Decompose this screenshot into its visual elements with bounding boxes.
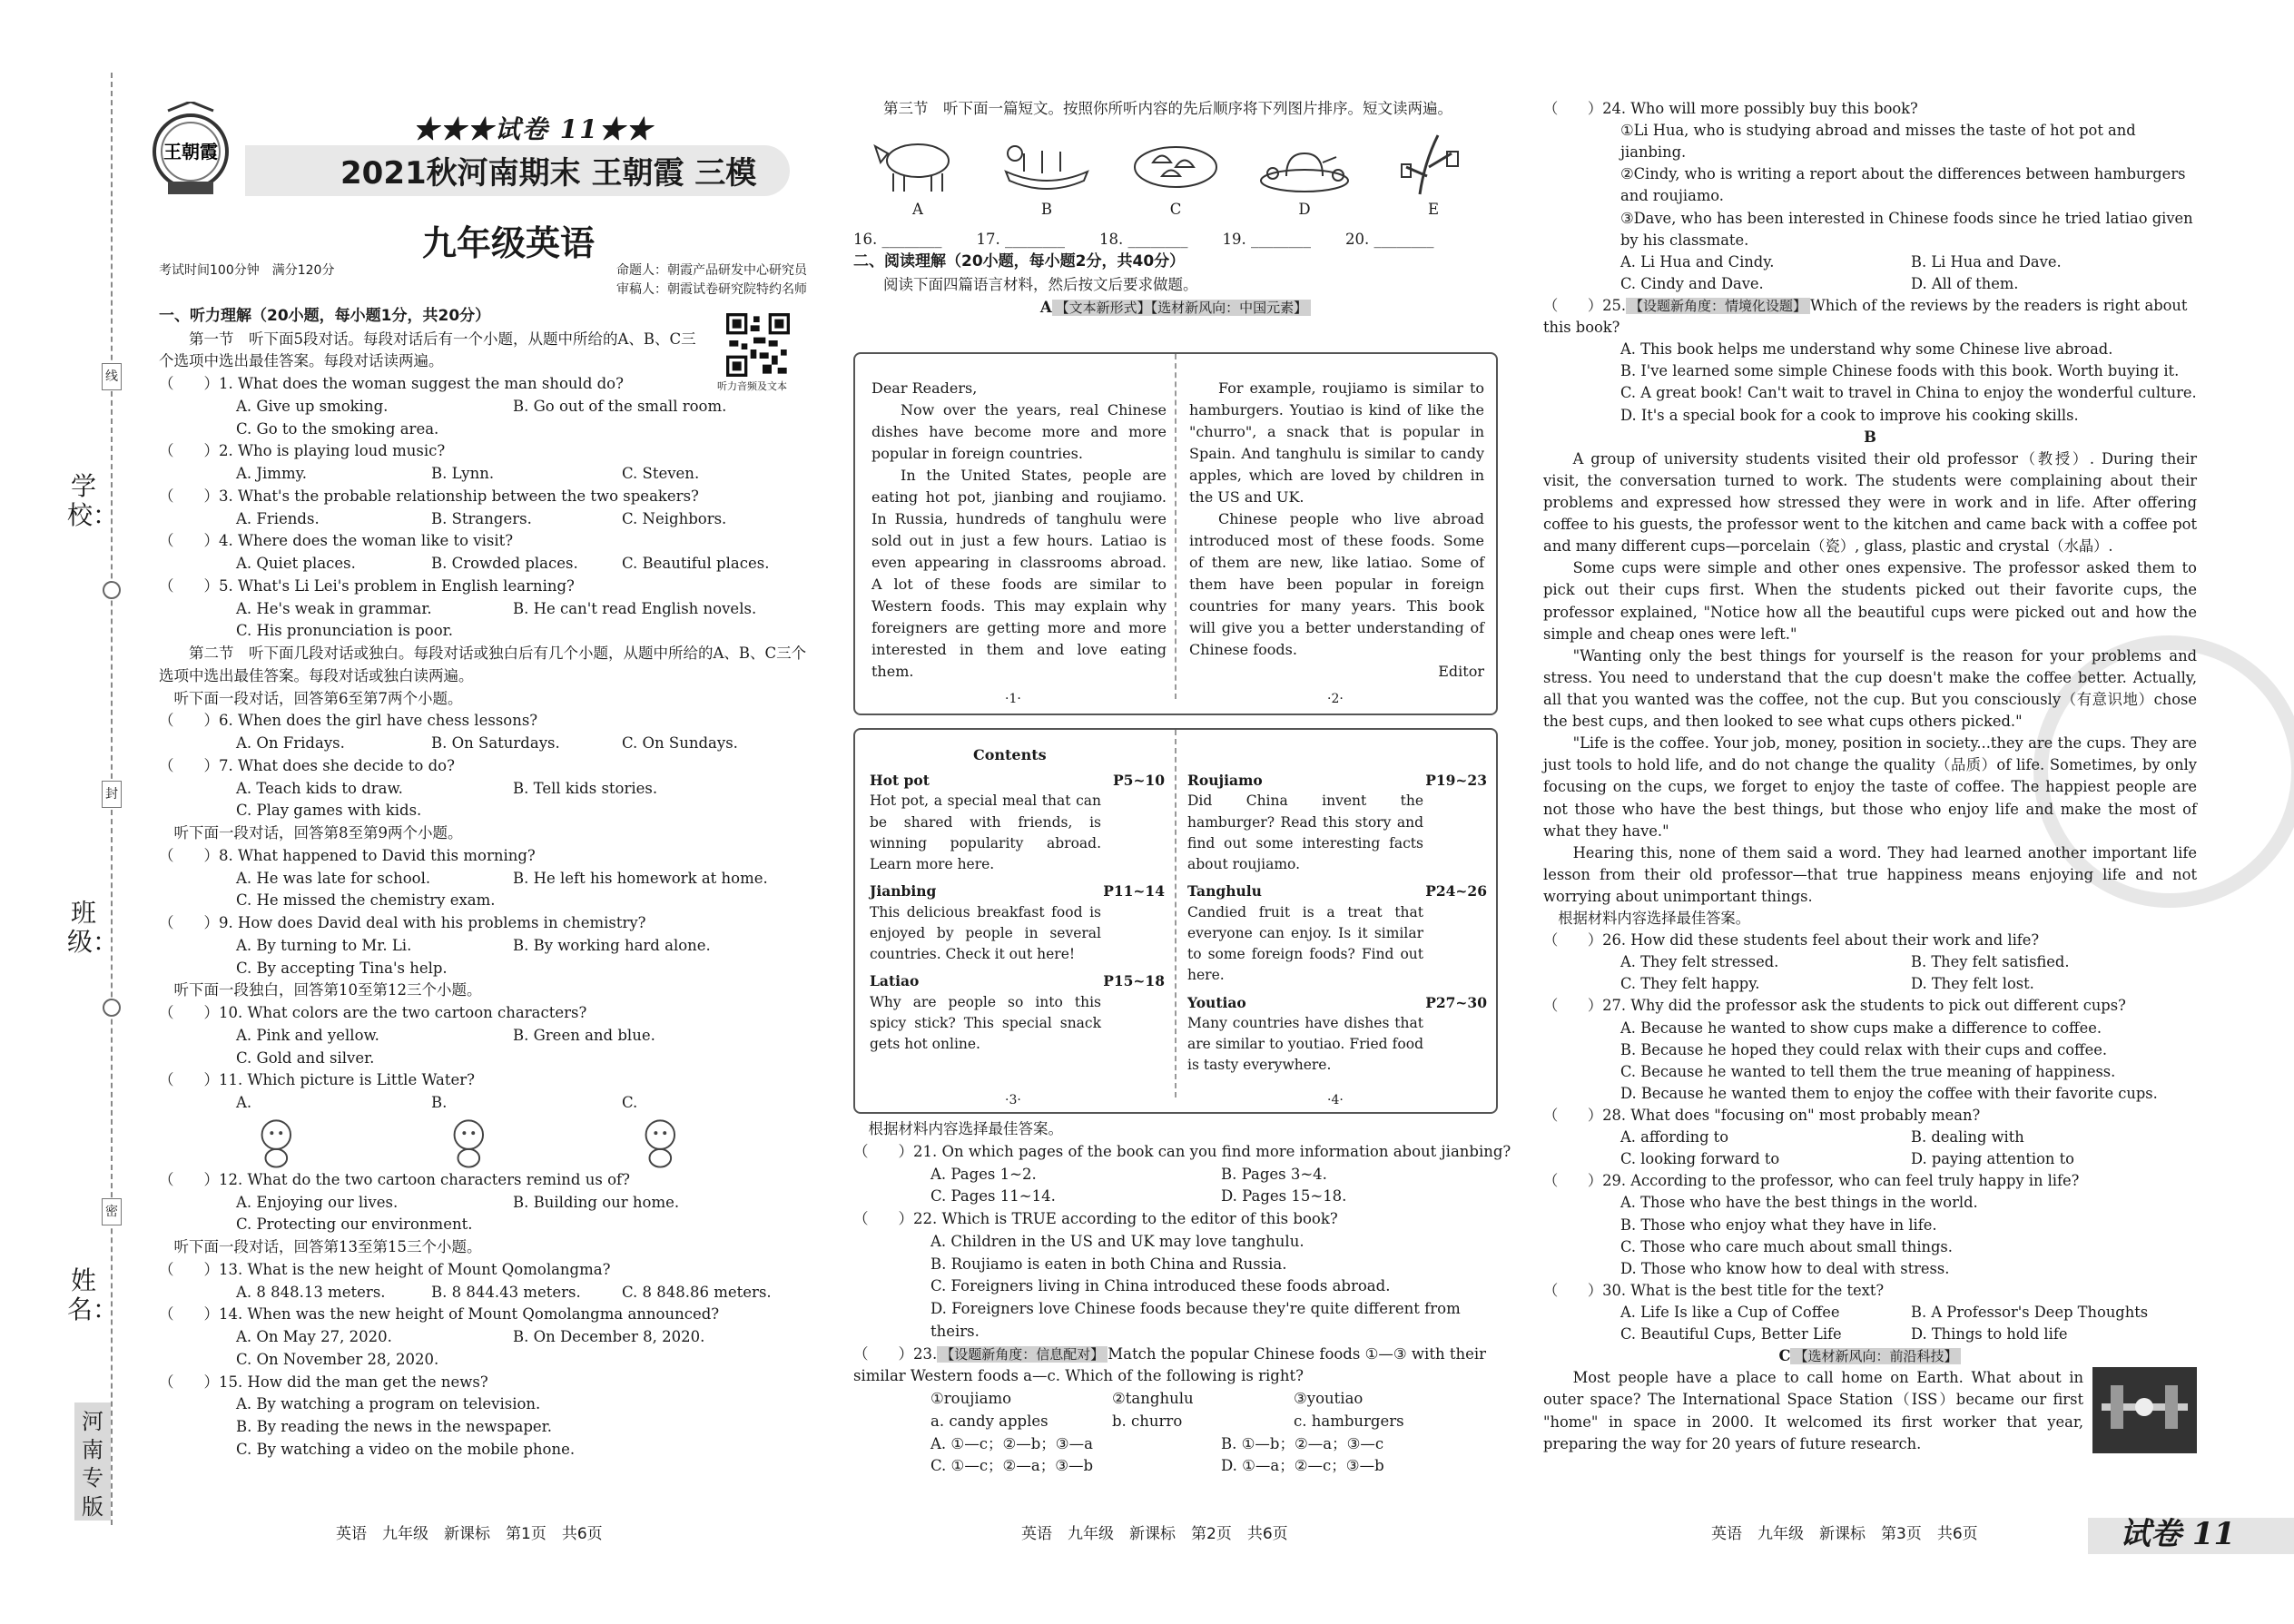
- school-field[interactable]: [67, 471, 119, 531]
- question-6: （ ）6. When does the girl have chess lessons?: [159, 712, 538, 730]
- page-divider: [1175, 354, 1177, 699]
- choose-instruction: 根据材料内容选择最佳答案。: [868, 1120, 1063, 1137]
- option-row: [159, 1214, 812, 1236]
- option-row: [159, 1349, 812, 1372]
- contents-right: [1187, 770, 1487, 1082]
- svg-text:王朝霞: 王朝霞: [163, 141, 218, 162]
- school-label: 学校：: [67, 471, 119, 531]
- contents-item-desc: Why are people so into this spicy stick? This special snack gets hot online.: [870, 993, 1101, 1052]
- section2-instructions: 第二节 听下面几段对话或独白。每段对话或独白后有几个小题，从题中所给的A、B、C三个选项中选出最佳答案。每段对话或独白读两遍。: [159, 645, 807, 684]
- question-12: （ ）12. What do the two cartoon characters remind us of?: [159, 1170, 630, 1188]
- option-row: [159, 778, 812, 801]
- option[interactable]: C. Cindy and Dave.: [1620, 274, 1764, 292]
- picture-label-c: C: [1169, 200, 1182, 218]
- passage-c: [1543, 1367, 2197, 1454]
- option[interactable]: C. Pages 11~14.: [930, 1187, 1056, 1206]
- match-item: ③youtiao: [1294, 1390, 1364, 1407]
- time-score: 考试时间100分钟 满分120分: [159, 263, 335, 278]
- contents-item-pages: P19~23: [1425, 772, 1487, 789]
- passage-para: Most people have a place to call home on Earth. What about in outer space? The International Space Station（ISS）became our first "home" in space in 2000. It welcomed its first worker that year, preparing the way for 20 years of future research.: [1543, 1369, 2083, 1452]
- option[interactable]: A. On May 27, 2020.: [236, 1328, 392, 1345]
- q25-number: （ ）25.: [1543, 296, 1627, 314]
- contents-item-title: Hot pot: [870, 772, 930, 789]
- option[interactable]: D. Foreigners love Chinese foods because they're quite different from theirs.: [930, 1300, 1461, 1340]
- option[interactable]: C. On Sundays.: [622, 734, 738, 752]
- option[interactable]: B. Crowded places.: [431, 555, 578, 572]
- qr-caption: 听力音频及文本: [717, 380, 787, 392]
- option-row: [159, 890, 812, 912]
- option[interactable]: A. By turning to Mr. Li.: [236, 936, 412, 954]
- match-item: b. churro: [1112, 1412, 1183, 1430]
- space-station-icon: [2092, 1367, 2197, 1453]
- choose-instruction: 根据材料内容选择最佳答案。: [1558, 910, 1750, 928]
- class-label: 班级：: [67, 898, 119, 958]
- option[interactable]: D. Things to hold life: [1911, 1325, 2068, 1343]
- statement: ②Cindy, who is writing a report about the differences between hamburgers and roujiamo.: [1620, 165, 2186, 205]
- passage-para: Some cups were simple and other ones expensive. The professor asked them to pick out their cups first. When the students picked out their favorite cups, the professor explained, "Notice how all the beautiful cups were picked out and how the simple and cheap ones were left.": [1543, 559, 2197, 643]
- option[interactable]: B. On Saturdays.: [431, 734, 560, 752]
- q25-tag: 【设题新角度：情境化设题】: [1626, 298, 1810, 314]
- q23-text: Match the popular Chinese foods ①—③ with their similar Western foods a—c. Which of the following is right?: [853, 1344, 1487, 1385]
- listening-questions: [159, 373, 812, 1462]
- question-29: （ ）29. According to the professor, who can feel truly happy in life?: [1543, 1172, 2080, 1190]
- region-badge: 河南专版: [74, 1403, 111, 1521]
- q24-options[interactable]: [1543, 251, 2197, 295]
- option-grid[interactable]: [1543, 951, 2197, 995]
- option-row: [159, 1025, 812, 1048]
- cartoon-character-icon[interactable]: [236, 1115, 428, 1169]
- option[interactable]: A. Give up smoking.: [236, 397, 389, 415]
- option[interactable]: C. Protecting our environment.: [236, 1216, 473, 1234]
- option-row: [159, 396, 812, 418]
- contents-item-desc: This delicious breakfast food is enjoyed by people in several countries. Check it out here!: [870, 903, 1101, 962]
- passage-b: [1543, 448, 2197, 908]
- question-3: （ ）3. What's the probable relationship between the two speakers?: [159, 487, 699, 505]
- exam-number: ★★★试卷 11★★: [413, 114, 654, 144]
- dialogue-note: 听下面一段对话，回答第13至第15三个小题。: [173, 1238, 482, 1255]
- page-divider: [1175, 730, 1177, 1097]
- part1-heading: 一、听力理解（20小题，每小题1分，共20分）: [159, 307, 491, 325]
- option[interactable]: D. Pages 15~18.: [1221, 1187, 1347, 1206]
- page-footer: 英语 九年级 新课标 第2页 共6页: [1021, 1525, 1288, 1543]
- page-footer: 英语 九年级 新课标 第3页 共6页: [1711, 1525, 1978, 1543]
- binding-margin: [0, 0, 154, 1624]
- option[interactable]: B. On December 8, 2020.: [513, 1328, 705, 1345]
- contents-heading: [870, 770, 1165, 791]
- question-15: （ ）15. How did the man get the news?: [159, 1373, 488, 1391]
- picture-label-a: A: [912, 200, 923, 218]
- contents-entry[interactable]: [870, 881, 1165, 965]
- letter-signature: Editor: [1438, 663, 1484, 680]
- dumplings-icon: [1126, 126, 1226, 199]
- option[interactable]: D. Those who know how to deal with stress.: [1620, 1259, 1950, 1277]
- contents-heading: [1187, 881, 1487, 901]
- letter-greeting: Dear Readers,: [871, 379, 978, 397]
- option-row: [159, 868, 812, 891]
- option[interactable]: C. looking forward to: [1620, 1150, 1780, 1168]
- statement: ③Dave, who has been interested in Chinese foods since he tried latiao given by his classmate.: [1620, 209, 2193, 249]
- option[interactable]: B. Strangers.: [431, 509, 532, 527]
- option-row: [159, 1048, 812, 1070]
- option[interactable]: C. Beautiful places.: [622, 555, 770, 572]
- option[interactable]: B.: [431, 1094, 448, 1111]
- option[interactable]: C. Because he wanted to tell them the true meaning of happiness.: [1620, 1062, 2116, 1080]
- q23-match: [853, 1388, 1498, 1433]
- book-page-number: ·1·: [1005, 692, 1021, 706]
- letter-para: In the United States, people are eating hot pot, jianbing and roujiamo. In Russia, hundreds of tanghulu were sold out in just a few hours. Latiao is even appearing in classrooms abroad. A lot of these foods are similar to Western foods. This may explain why foreigners are getting more and more interested in them and love eating them.: [871, 467, 1167, 680]
- match-item: c. hamburgers: [1294, 1412, 1404, 1430]
- picture-label-b: B: [1040, 200, 1053, 218]
- passage-b-questions: [1543, 930, 2197, 1345]
- exam-title: 2021秋河南期末 王朝霞 三模: [340, 155, 757, 192]
- reviewer: 审稿人：朝霞试卷研究院特约名师: [616, 282, 807, 297]
- question-7: （ ）7. What does she decide to do?: [159, 756, 455, 774]
- blank-16[interactable]: 16. ________: [853, 230, 942, 248]
- option[interactable]: B. Because he hoped they could relax with their cups and coffee.: [1620, 1040, 2108, 1058]
- q23-tag: 【设题新角度：信息配对】: [937, 1346, 1108, 1363]
- option[interactable]: A. Li Hua and Cindy.: [1620, 252, 1775, 271]
- option[interactable]: A. Children in the US and UK may love tanghulu.: [930, 1232, 1305, 1250]
- option-row: [159, 1326, 812, 1349]
- picture-row: [853, 126, 1498, 221]
- q23-number: （ ）23.: [853, 1344, 938, 1363]
- blank-17[interactable]: 17. ________: [976, 230, 1065, 248]
- option[interactable]: B. By working hard alone.: [513, 936, 711, 954]
- dialogue-note: 听下面一段独白，回答第10至第12三个小题。: [173, 981, 482, 999]
- editor-letter-box: [853, 352, 1498, 715]
- passage-para: A group of university students visited their old professor（教授）. During their visit, the conversation turned to work. The students were complaining about their problems and expressed how stressed they were in work and in life. After offering coffee to his guests, the professor went to the kitchen and came back with a coffee pot and many different cups—porcelain（瓷）, glass, plastic and crystal（水晶）.: [1543, 449, 2197, 556]
- part2-heading: 二、阅读理解（20小题，每小题2分，共40分）: [853, 252, 1186, 271]
- letter-para: Chinese people who live abroad introduced most of these foods. Some of them are new, like latiao. Some of them have been popular in foreign countries for many years. This book will give you a better understanding of Chinese foods.: [1189, 510, 1484, 658]
- option-row: [159, 1092, 812, 1115]
- contents-item-pages: P15~18: [1103, 972, 1165, 990]
- option-grid[interactable]: [1543, 1127, 2197, 1170]
- label-a: A: [1039, 298, 1052, 316]
- qr-code-icon[interactable]: [726, 313, 790, 377]
- picture-c: [1124, 126, 1228, 221]
- contents-item-desc: Many countries have dishes that are similar to youtiao. Fried food is tasty everywhere.: [1187, 1014, 1423, 1074]
- option-row: [159, 1439, 812, 1462]
- passage-a-label: [853, 297, 1498, 320]
- dragon-boat-icon: [997, 126, 1097, 199]
- cartoon-character-icon[interactable]: [428, 1115, 621, 1169]
- contents-item-title: Tanghulu: [1187, 882, 1262, 901]
- option[interactable]: D. Because he wanted them to enjoy the coffee with their favorite cups.: [1620, 1084, 2158, 1102]
- cartoon-character-icon[interactable]: [620, 1115, 812, 1169]
- question-27: （ ）27. Why did the professor ask the students to pick out different cups?: [1543, 997, 2126, 1015]
- question-9: （ ）9. How does David deal with his problems in chemistry?: [159, 914, 646, 931]
- contents-item-pages: P24~26: [1425, 882, 1487, 901]
- option[interactable]: A. Pink and yellow.: [236, 1026, 379, 1044]
- question-26: （ ）26. How did these students feel about their work and life?: [1543, 931, 2040, 950]
- option[interactable]: D. They felt lost.: [1911, 975, 2034, 993]
- option[interactable]: C. Foreigners living in China introduced these foods abroad.: [930, 1277, 1391, 1295]
- option[interactable]: C. On November 28, 2020.: [236, 1350, 439, 1368]
- option[interactable]: B. Pages 3~4.: [1221, 1165, 1327, 1183]
- option[interactable]: A. He's weak in grammar.: [236, 599, 432, 617]
- passage-b-label: B: [1864, 428, 1876, 446]
- contents-heading: [870, 970, 1165, 991]
- passage-para: "Wanting only the best things for yourself is the reason for your problems and stress. You need to understand that the cup doesn't make the coffee better. Actually, all that you wanted was the coffee, not the cup. But you consciously（有意识地）chose the best cups, and then looked to see what cups others picked.": [1543, 646, 2197, 731]
- option[interactable]: C. Beautiful Cups, Better Life: [1620, 1325, 1842, 1343]
- page-footer: 英语 九年级 新课标 第1页 共6页: [336, 1525, 603, 1543]
- option[interactable]: C. His pronunciation is poor.: [236, 622, 453, 640]
- book-page-number: ·2·: [1327, 692, 1344, 706]
- question-25: [1543, 295, 2197, 339]
- picture-label-e: E: [1427, 200, 1440, 218]
- option[interactable]: D. ①—a；②—c；③—b: [1221, 1457, 1384, 1475]
- margin-mi-tag: 密: [102, 1198, 122, 1225]
- option[interactable]: B. dealing with: [1911, 1128, 2024, 1147]
- contents-item-pages: P11~14: [1103, 882, 1165, 901]
- question-13: （ ）13. What is the new height of Mount Qomolangma?: [159, 1260, 611, 1278]
- margin-hole: [103, 581, 121, 599]
- option-row: [159, 1192, 812, 1215]
- contents-item-title: Youtiao: [1187, 993, 1246, 1011]
- corner-exam-number: 试卷 11: [2120, 1516, 2236, 1552]
- option[interactable]: A. Those who have the best things in the world.: [1620, 1194, 1978, 1212]
- option[interactable]: C. Neighbors.: [622, 509, 727, 527]
- option[interactable]: B. I've learned some simple Chinese foods with this book. Worth buying it.: [1620, 362, 2180, 380]
- letter-para: Now over the years, real Chinese dishes have become more and more popular in foreign countries.: [871, 401, 1167, 462]
- q25-text: Which of the reviews by the readers is right about this book?: [1543, 296, 2188, 337]
- option[interactable]: A. 8 848.13 meters.: [236, 1283, 386, 1301]
- question-21: （ ）21. On which pages of the book can you find more information about jianbing?: [853, 1142, 1511, 1160]
- option[interactable]: C.: [622, 1094, 638, 1111]
- letter-para: For example, roujiamo is similar to hamburgers. Youtiao is kind of like the "churro", a snack that is popular in Spain. And tanghulu is similar to candy apples, which are loved by children in the US and UK.: [1189, 379, 1484, 506]
- question-23: [853, 1343, 1498, 1389]
- blank-18[interactable]: 18. ________: [1099, 230, 1188, 248]
- name-label: 姓名：: [67, 1265, 119, 1325]
- option[interactable]: A. Friends.: [236, 509, 320, 527]
- option[interactable]: C. Steven.: [622, 465, 700, 482]
- label-c: C: [1778, 1347, 1791, 1365]
- option[interactable]: A. He was late for school.: [236, 869, 431, 887]
- option[interactable]: C. By accepting Tina's help.: [236, 959, 448, 977]
- option[interactable]: C. A great book! Can't wait to travel in China to enjoy the wonderful culture.: [1620, 384, 2197, 402]
- option[interactable]: A. On Fridays.: [236, 734, 345, 752]
- question-24: （ ）24. Who will more possibly buy this book?: [1543, 100, 1918, 117]
- option[interactable]: C. Go to the smoking area.: [236, 419, 439, 438]
- option[interactable]: B. He can't read English novels.: [513, 599, 757, 617]
- contents-entry[interactable]: [1187, 770, 1487, 875]
- name-field[interactable]: [67, 1265, 119, 1325]
- statement: ①Li Hua, who is studying abroad and misses the taste of hot pot and jianbing.: [1620, 122, 2136, 162]
- passage-a-tags: 【文本新形式】【选材新风向：中国元素】: [1052, 300, 1312, 316]
- picture-a: [866, 126, 970, 221]
- option[interactable]: A. Teach kids to draw.: [236, 779, 403, 797]
- option-grid[interactable]: [1543, 1302, 2197, 1345]
- option-row: [159, 1416, 812, 1439]
- exam-meta: [159, 261, 812, 300]
- option[interactable]: B. Li Hua and Dave.: [1911, 252, 2062, 271]
- part2-intro: 阅读下面四篇语言材料，然后按文后要求做题。: [883, 275, 1198, 293]
- option[interactable]: A. This book helps me understand why some Chinese live abroad.: [1620, 340, 2113, 359]
- option[interactable]: B. Tell kids stories.: [513, 779, 658, 797]
- option[interactable]: A. affording to: [1620, 1128, 1729, 1147]
- option[interactable]: D. All of them.: [1911, 274, 2019, 292]
- option[interactable]: C. By watching a video on the mobile phone.: [236, 1440, 576, 1458]
- picture-label-d: D: [1298, 200, 1311, 218]
- column-2-questions: [853, 1118, 1511, 1478]
- option[interactable]: A. They felt stressed.: [1620, 953, 1779, 971]
- little-water-pictures: [159, 1115, 812, 1169]
- option[interactable]: A. By watching a program on television.: [236, 1395, 541, 1413]
- question-2: （ ）2. Who is playing loud music?: [159, 442, 446, 460]
- tea-set-icon: [1255, 126, 1354, 199]
- option[interactable]: A. Because he wanted to show cups make a difference to coffee.: [1620, 1019, 2102, 1037]
- option[interactable]: C. ①—c；②—a；③—b: [930, 1457, 1094, 1475]
- subject-title: 九年级英语: [422, 223, 596, 263]
- contents-entry[interactable]: [1187, 881, 1487, 986]
- book-page-number: ·3·: [1005, 1093, 1021, 1107]
- option-row: [159, 598, 812, 621]
- passage-para: "Life is the coffee. Your job, money, position in society...they are the cups. They are just tools to hold life, and do not change the quality（品质）of life. Sometimes, by only focusing on the cups, we forget to enjoy the taste of coffee. The happiest people are not those who have the best things, but those who enjoy life and make the most of what they have.": [1543, 734, 2197, 840]
- margin-seal-tag: 封: [102, 781, 122, 808]
- column-3: [1543, 98, 2197, 1455]
- picture-e: [1382, 126, 1486, 221]
- blank-19[interactable]: 19. ________: [1222, 230, 1311, 248]
- margin-line-tag: 线: [102, 363, 122, 390]
- contents-left: [870, 770, 1165, 1060]
- option[interactable]: D. paying attention to: [1911, 1150, 2074, 1168]
- book-page-number: ·4·: [1327, 1093, 1344, 1107]
- option[interactable]: B. Go out of the small room.: [513, 397, 727, 415]
- option[interactable]: B. 8 844.43 meters.: [431, 1283, 581, 1301]
- ordering-blanks[interactable]: [853, 229, 1498, 251]
- option[interactable]: B. Green and blue.: [513, 1026, 655, 1044]
- brand-logo-icon: [150, 102, 231, 202]
- option-row: [159, 733, 812, 755]
- option[interactable]: A. Quiet places.: [236, 555, 356, 572]
- ox-icon: [868, 126, 968, 199]
- option[interactable]: A. Pages 1~2.: [930, 1165, 1037, 1183]
- picture-d: [1253, 126, 1357, 221]
- dialogue-note: 听下面一段对话，回答第8至第9两个小题。: [173, 824, 463, 842]
- contents-heading: [1187, 770, 1487, 791]
- proposer: 命题人：朝霞产品研发中心研究员: [616, 263, 807, 278]
- q21-options[interactable]: [853, 1164, 1498, 1209]
- option-row: [159, 800, 812, 822]
- option[interactable]: A. Jimmy.: [236, 465, 307, 482]
- option[interactable]: B. He left his homework at home.: [513, 869, 768, 887]
- letter-right: [1189, 378, 1484, 683]
- contents-item-title: Jianbing: [870, 882, 937, 901]
- option[interactable]: C. Those who care much about small things.: [1620, 1237, 1953, 1255]
- option[interactable]: B. By reading the news in the newspaper.: [236, 1418, 553, 1435]
- question-22: （ ）22. Which is TRUE according to the editor of this book?: [853, 1210, 1338, 1227]
- exam-header: [150, 102, 812, 263]
- option[interactable]: C. He missed the chemistry exam.: [236, 891, 496, 910]
- question-28: （ ）28. What does "focusing on" most probably mean?: [1543, 1107, 1981, 1125]
- column-2: [853, 98, 1498, 319]
- option[interactable]: A. Life Is like a Cup of Coffee: [1620, 1304, 1840, 1322]
- passage-para: Hearing this, none of them said a word. They had learned another important life lesson from their old professor—that true happiness means enjoying life and not worrying about unimportant things.: [1543, 843, 2197, 905]
- contents-box: [853, 728, 1498, 1114]
- option[interactable]: C. Gold and silver.: [236, 1048, 375, 1067]
- passage-c-label: [1543, 1345, 2197, 1367]
- match-item: ②tanghulu: [1112, 1390, 1194, 1407]
- question-8: （ ）8. What happened to David this morning?: [159, 846, 536, 864]
- contents-item-desc: Candied fruit is a treat that everyone can enjoy. Is it similar to some foreign foods? Find out here.: [1187, 903, 1423, 984]
- option[interactable]: D. It's a special book for a cook to improve his cooking skills.: [1620, 406, 2079, 424]
- option[interactable]: B. Roujiamo is eaten in both China and Russia.: [930, 1255, 1287, 1273]
- option[interactable]: A.: [236, 1094, 252, 1111]
- option-row: [159, 935, 812, 958]
- option[interactable]: A. ①—c；②—b；③—a: [930, 1434, 1093, 1452]
- letter-left: [871, 378, 1167, 683]
- match-item: a. candy apples: [930, 1412, 1049, 1430]
- dialogue-note: 听下面一段对话，回答第6至第7两个小题。: [173, 689, 463, 707]
- question-4: （ ）4. Where does the woman like to visit?: [159, 532, 514, 550]
- question-10: （ ）10. What colors are the two cartoon characters?: [159, 1004, 587, 1021]
- contents-item-title: Roujiamo: [1187, 772, 1263, 789]
- contents-heading: [870, 881, 1165, 901]
- contents-item-desc: Hot pot, a special meal that can be shared with friends, is winning popularity abroad. Learn more here.: [870, 792, 1101, 872]
- match-item: ①roujiamo: [930, 1390, 1012, 1407]
- blank-20[interactable]: 20. ________: [1345, 230, 1434, 248]
- column-1: [159, 261, 812, 1462]
- class-field[interactable]: [67, 898, 119, 958]
- question-1: （ ）1. What does the woman suggest the man should do?: [159, 375, 624, 392]
- option-row: [159, 553, 812, 576]
- option[interactable]: B. Lynn.: [431, 465, 495, 482]
- question-30: （ ）30. What is the best title for the text?: [1543, 1281, 1885, 1299]
- question-5: （ ）5. What's Li Lei's problem in English learning?: [159, 576, 575, 595]
- lantern-tree-icon: [1383, 126, 1483, 199]
- option[interactable]: B. They felt satisfied.: [1911, 953, 2070, 971]
- option-row: [159, 958, 812, 980]
- question-14: （ ）14. When was the new height of Mount Qomolangma announced?: [159, 1305, 720, 1324]
- option[interactable]: B. ①—b；②—a；③—c: [1221, 1434, 1384, 1452]
- option-row: [159, 1393, 812, 1416]
- contents-entry[interactable]: [1187, 992, 1487, 1077]
- option-row: [159, 418, 812, 441]
- contents-item-pages: P27~30: [1425, 993, 1487, 1011]
- option-row: [159, 508, 812, 531]
- option[interactable]: C. Play games with kids.: [236, 802, 422, 820]
- option[interactable]: A. Enjoying our lives.: [236, 1193, 399, 1211]
- contents-heading: [1187, 992, 1487, 1013]
- contents-item-pages: P5~10: [1113, 772, 1165, 789]
- option-row: [159, 620, 812, 643]
- option[interactable]: B. Those who enjoy what they have in life.: [1620, 1216, 1937, 1234]
- passage-c-tag: 【选材新风向：前沿科技】: [1790, 1348, 1961, 1364]
- section3-instructions: 第三节 听下面一篇短文。按照你所听内容的先后顺序将下列图片排序。短文读两遍。: [883, 100, 1452, 117]
- picture-b: [995, 126, 1099, 221]
- contents-entry[interactable]: [870, 970, 1165, 1055]
- option[interactable]: C. 8 848.86 meters.: [622, 1283, 772, 1301]
- margin-hole: [103, 999, 121, 1017]
- contents-entry[interactable]: [870, 770, 1165, 875]
- question-11: （ ）11. Which picture is Little Water?: [159, 1071, 475, 1089]
- contents-item-desc: Did China invent the hamburger? Read this story and find out some interesting facts about roujiamo.: [1187, 792, 1423, 872]
- option-row: [159, 463, 812, 486]
- contents-title: Contents: [973, 746, 1047, 763]
- option[interactable]: B. A Professor's Deep Thoughts: [1911, 1304, 2149, 1322]
- option[interactable]: B. Building our home.: [513, 1193, 680, 1211]
- section1-instructions: 第一节 听下面5段对话。每段对话后有一个小题，从题中所给的A、B、C三个选项中选出最佳答案。每段对话读两遍。: [159, 330, 696, 370]
- option-row: [159, 1282, 812, 1304]
- option[interactable]: C. They felt happy.: [1620, 975, 1760, 993]
- contents-item-title: Latiao: [870, 972, 920, 990]
- q24-statements: [1543, 120, 2197, 251]
- q23-options[interactable]: [853, 1433, 1498, 1479]
